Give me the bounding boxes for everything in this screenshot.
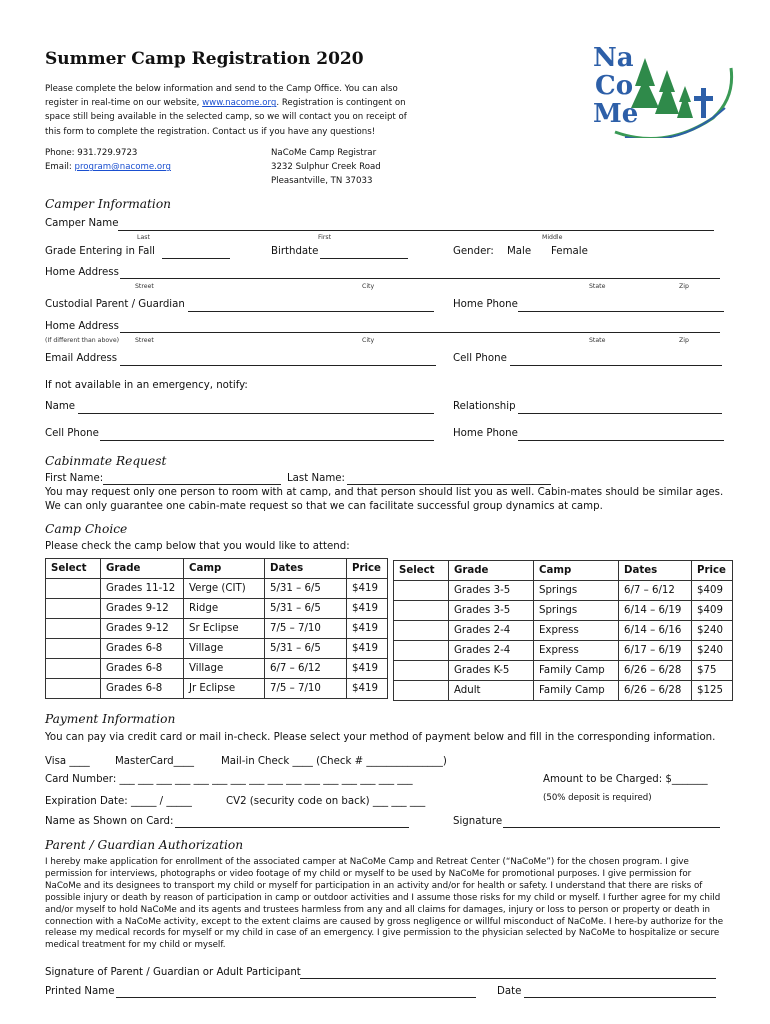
authorization-heading: Parent / Guardian Authorization <box>45 838 244 852</box>
select-cell[interactable] <box>394 661 449 681</box>
payment-signature-label: Signature <box>453 816 503 827</box>
col-camp: Camp <box>184 559 265 579</box>
table-row: Grades 2-4 Express 6/17 – 6/19 $240 <box>394 641 733 661</box>
sub-first: First <box>318 234 332 241</box>
select-cell[interactable] <box>394 641 449 661</box>
home-address2-line[interactable] <box>120 332 720 333</box>
col-dates: Dates <box>619 561 692 581</box>
gender-label: Gender: <box>453 246 494 257</box>
select-cell[interactable] <box>46 599 101 619</box>
home-phone-label: Home Phone <box>453 299 518 310</box>
mailing-address: NaCoMe Camp Registrar 3232 Sulphur Creek Road Pleasantville, TN 37033 <box>271 148 381 187</box>
mastercard-option[interactable]: MasterCard____ <box>115 756 194 767</box>
col-select: Select <box>394 561 449 581</box>
email-link[interactable]: program@nacome.org <box>74 162 171 173</box>
birthdate-label: Birthdate <box>271 246 319 257</box>
select-cell[interactable] <box>394 581 449 601</box>
grade-label: Grade Entering in Fall <box>45 246 155 257</box>
select-cell[interactable] <box>46 639 101 659</box>
email-address-label: Email Address <box>45 353 118 364</box>
home-address-line[interactable] <box>120 278 720 279</box>
col-grade: Grade <box>101 559 184 579</box>
select-cell[interactable] <box>394 681 449 701</box>
emergency-home-phone-label: Home Phone <box>453 428 518 439</box>
authorization-text: I hereby make application for enrollment of the associated camper at NaCoMe Camp and Retreat Center (“NaCoMe”) for the chosen program. I give permission for interviews, photographs or video footage of my child or myself to be used by NaCoMe for promotional purposes. I give permission for NaCoMe and its designees to transport my child or myself for participation in an activity and/or for health or safety. I understand that there are risks of possible injury or death by reason of participation in camp or outdoor activities and I assume those risks for my child or myself. I further agree for my child and/or myself to hold NaCoMe and its agents and trustees harmless from any and all claims for damages, injury or loss to person or property or death in connection with a NaCoMe activity, except to the extent claims are caused by gross negligence or willful misconduct of NaCoMe. I here-by authorize for the release my medical records for myself or my child in case of an emergency. I give permission to the physician selected by NaCoMe to hospitalize or secure medical treatment for my child or myself. <box>45 857 724 951</box>
sub-city: City <box>362 283 375 290</box>
sub-zip: Zip <box>679 283 689 290</box>
camp-choice-heading: Camp Choice <box>45 522 128 536</box>
table-row: Grades 6-8 Village 5/31 – 6/5 $419 <box>46 639 388 659</box>
col-price: Price <box>347 559 388 579</box>
cell-phone-line[interactable] <box>510 365 722 366</box>
sub-state2: State <box>589 337 606 344</box>
table-row: Grades K-5 Family Camp 6/26 – 6/28 $75 <box>394 661 733 681</box>
col-dates: Dates <box>265 559 347 579</box>
website-link[interactable]: www.nacome.org <box>202 98 277 109</box>
logo-text-na: Na <box>593 43 634 73</box>
sub-street2: Street <box>135 337 154 344</box>
contact-info: Phone: 931.729.9723 Email: program@nacome.org <box>45 148 171 173</box>
cabinmate-last-line[interactable] <box>347 484 551 485</box>
cabinmate-first-label: First Name: <box>45 473 104 484</box>
table-row: Grades 9-12 Ridge 5/31 – 6/5 $419 <box>46 599 388 619</box>
amount-field[interactable]: Amount to be Charged: $_______ <box>543 774 708 785</box>
expiration-field[interactable]: Expiration Date: _____ / _____ <box>45 796 192 807</box>
select-cell[interactable] <box>394 601 449 621</box>
table-row: Grades 6-8 Jr Eclipse 7/5 – 7/10 $419 <box>46 679 388 699</box>
custodial-line[interactable] <box>188 311 434 312</box>
guardian-signature-line[interactable] <box>300 978 716 979</box>
camp-choice-instruction: Please check the camp below that you would like to attend: <box>45 541 350 552</box>
table-row: Grades 3-5 Springs 6/14 – 6/19 $409 <box>394 601 733 621</box>
nacome-logo <box>585 38 735 138</box>
sub-middle: Middle <box>542 234 563 241</box>
camper-info-heading: Camper Information <box>45 197 172 211</box>
deposit-note: (50% deposit is required) <box>543 793 652 803</box>
table-row: Adult Family Camp 6/26 – 6/28 $125 <box>394 681 733 701</box>
relationship-label: Relationship <box>453 401 516 412</box>
table-row: Grades 11-12 Verge (CIT) 5/31 – 6/5 $419 <box>46 579 388 599</box>
sub-state: State <box>589 283 606 290</box>
col-grade: Grade <box>449 561 534 581</box>
cell-phone-label: Cell Phone <box>453 353 507 364</box>
cabinmate-heading: Cabinmate Request <box>45 454 167 468</box>
name-on-card-label: Name as Shown on Card: <box>45 816 174 827</box>
home-address-label: Home Address <box>45 267 119 278</box>
col-price: Price <box>692 561 733 581</box>
gender-male[interactable]: Male <box>507 246 532 257</box>
camper-name-label: Camper Name <box>45 218 119 229</box>
col-camp: Camp <box>534 561 619 581</box>
camp-table-right <box>393 560 733 701</box>
cabinmate-last-label: Last Name: <box>287 473 345 484</box>
cabinmate-note-1: You may request only one person to room with at camp, and that person should list you as well. Cabin-mates should be similar ages. <box>45 487 724 498</box>
sub-city2: City <box>362 337 375 344</box>
cv2-field[interactable]: CV2 (security code on back) ___ ___ ___ <box>226 796 426 807</box>
cabinmate-first-line[interactable] <box>103 484 281 485</box>
grade-line[interactable] <box>162 258 230 259</box>
birthdate-line[interactable] <box>320 258 408 259</box>
intro-text: Please complete the below information and send to the Camp Office. You can also register in real-time on our website, www.nacome.org. Registration is contingent on space still being available in the selected camp, so we will contact you on receipt of this form to complete the registration. Contact us if you have any questions! <box>45 84 407 137</box>
email-address-line[interactable] <box>120 365 436 366</box>
select-cell[interactable] <box>46 579 101 599</box>
table-row: Grades 6-8 Village 6/7 – 6/12 $419 <box>46 659 388 679</box>
camper-name-line[interactable] <box>118 230 714 231</box>
emergency-label: If not available in an emergency, notify: <box>45 380 248 391</box>
camp-table-left <box>45 558 388 699</box>
sub-zip2: Zip <box>679 337 689 344</box>
table-row: Grades 9-12 Sr Eclipse 7/5 – 7/10 $419 <box>46 619 388 639</box>
page-title: Summer Camp Registration 2020 <box>45 49 364 69</box>
emergency-home-phone-line[interactable] <box>518 440 724 441</box>
emergency-cell-line[interactable] <box>100 440 434 441</box>
sub-last: Last <box>137 234 150 241</box>
home-phone-line[interactable] <box>518 311 724 312</box>
col-select: Select <box>46 559 101 579</box>
guardian-signature-label: Signature of Parent / Guardian or Adult Participant <box>45 967 301 978</box>
visa-option[interactable]: Visa ____ <box>45 756 90 767</box>
name-on-card-line[interactable] <box>175 827 409 828</box>
payment-instruction: You can pay via credit card or mail in-check. Please select your method of payment below and fill in the corresponding information. <box>45 732 716 743</box>
home-address2-label: Home Address <box>45 321 119 332</box>
mail-check-option[interactable]: Mail-in Check ____ (Check # _______________) <box>221 756 447 767</box>
payment-signature-line[interactable] <box>503 827 720 828</box>
gender-female[interactable]: Female <box>551 246 588 257</box>
payment-heading: Payment Information <box>45 712 176 726</box>
custodial-label: Custodial Parent / Guardian <box>45 299 185 310</box>
table-row: Grades 3-5 Springs 6/7 – 6/12 $409 <box>394 581 733 601</box>
select-cell[interactable] <box>46 659 101 679</box>
cabinmate-note-2: We can only guarantee one cabin-mate request so that we can facilitate successful group dynamics at camp. <box>45 501 603 512</box>
emergency-name-line[interactable] <box>78 413 434 414</box>
table-row: Grades 2-4 Express 6/14 – 6/16 $240 <box>394 621 733 641</box>
printed-name-line[interactable] <box>116 997 476 998</box>
printed-name-label: Printed Name <box>45 986 115 997</box>
select-cell[interactable] <box>46 679 101 699</box>
logo-text-me: Me <box>593 99 639 129</box>
card-number-field[interactable]: Card Number: ___ ___ ___ ___ ___ ___ ___ ___ ___ ___ ___ ___ ___ ___ ___ ___ <box>45 774 413 785</box>
emergency-name-label: Name <box>45 401 76 412</box>
sub-street: Street <box>135 283 154 290</box>
date-line[interactable] <box>524 997 716 998</box>
logo-text-co: Co <box>595 71 634 101</box>
select-cell[interactable] <box>46 619 101 639</box>
select-cell[interactable] <box>394 621 449 641</box>
relationship-line[interactable] <box>518 413 722 414</box>
emergency-cell-label: Cell Phone <box>45 428 99 439</box>
date-label: Date <box>497 986 522 997</box>
if-different-note: (If different than above) <box>45 337 120 344</box>
